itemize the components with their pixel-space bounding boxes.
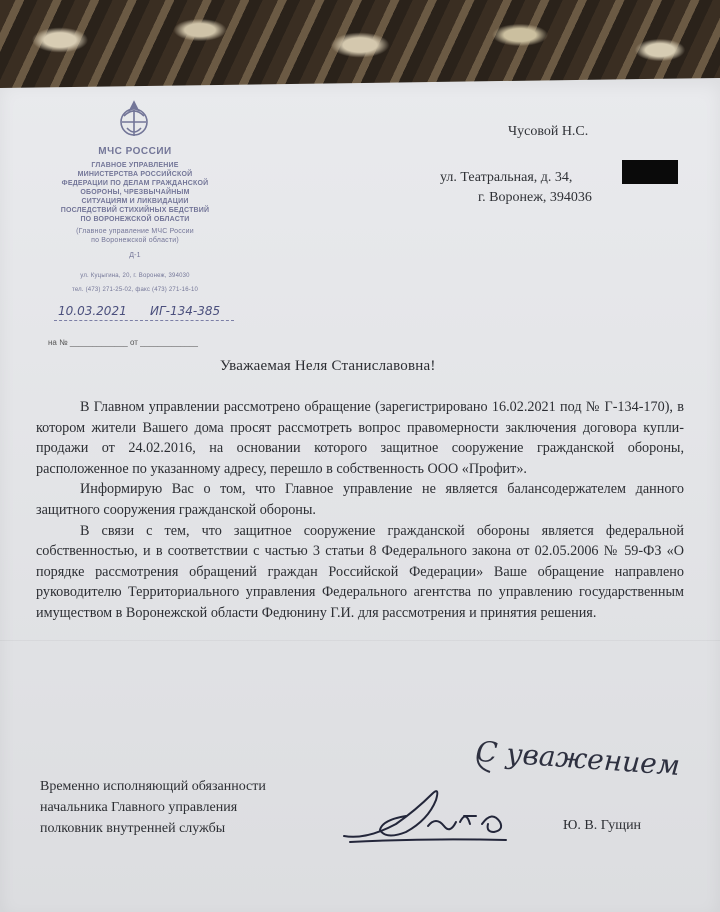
addressee-name: Чусовой Н.С.: [508, 124, 589, 139]
reference-line: на № _____________ от _____________: [48, 338, 198, 347]
body-paragraph: В Главном управлении рассмотрено обращение (зарегистрировано 16.02.2021 под № Г-134-170), в котором жители Вашего дома просят рассмотреть вопрос правомерности заключения договора купли-продажи от 24.02.2016, на основании которого защитное сооружение гражданской обороны, расположенное по указанному адресу, перешло в собственность ООО «Профит».: [36, 399, 684, 477]
body-paragraph: Информирую Вас о том, что Главное управление не является балансодержателем данного защитного сооружения гражданской обороны.: [36, 481, 684, 518]
letter-body: [36, 397, 684, 624]
paper-fold: [0, 640, 720, 641]
registration-date: 10.03.2021: [58, 304, 127, 318]
stamp-line: МИНИСТЕРСТВА РОССИЙСКОЙ: [77, 171, 193, 178]
signer-name: Ю. В. Гущин: [563, 818, 642, 833]
stamp-title: МЧС РОССИИ: [98, 146, 172, 157]
body-paragraph: В связи с тем, что защитное сооружение гражданской обороны является федеральной собственностью, и в соответствии с частью 3 статьи 8 Федерального закона от 02.05.2006 № 59-ФЗ «О порядке рассмотрения обращений граждан Российской Федерации» Ваше обращение направлено руководителю Территориального управления Федерального агентства по управлению государственным имуществом в Воронежской области Федюнину Г.И. для рассмотрения и принятия решения.: [36, 522, 684, 621]
stamp-line: ПОСЛЕДСТВИЙ СТИХИЙНЫХ БЕДСТВИЙ: [60, 207, 210, 214]
registration-number: ИГ-134-385: [150, 304, 221, 318]
stamp-phones: тел. (473) 271-25-02, факс (473) 271-16-10: [71, 287, 199, 293]
signature-block: [40, 776, 266, 839]
stamp-line: ГЛАВНОЕ УПРАВЛЕНИЕ: [91, 162, 179, 169]
mchs-emblem-icon: [112, 96, 156, 146]
stamp-line: ФЕДЕРАЦИИ ПО ДЕЛАМ ГРАЖДАНСКОЙ: [61, 180, 209, 187]
handwritten-note: [470, 728, 690, 788]
signer-position-line: полковник внутренней службы: [40, 821, 226, 836]
stamp-number-mark: Д-1: [129, 252, 141, 259]
redaction-block: [622, 160, 678, 184]
registration-entry: [54, 300, 244, 322]
stamp-address: ул. Куцыгина, 20, г. Воронеж, 394030: [80, 273, 190, 279]
stamp-line: ПО ВОРОНЕЖСКОЙ ОБЛАСТИ: [80, 216, 190, 223]
signer-position-line: Временно исполняющий обязанности: [40, 779, 266, 794]
stamp-line: ОБОРОНЫ, ЧРЕЗВЫЧАЙНЫМ: [80, 189, 190, 196]
addressee-city: г. Воронеж, 394036: [478, 190, 592, 205]
handwritten-signature: [336, 780, 546, 850]
stamp-line: (Главное управление МЧС России: [76, 228, 194, 235]
stamp-line: СИТУАЦИЯМ И ЛИКВИДАЦИИ: [81, 198, 189, 205]
stamp-line: по Воронежской области): [91, 237, 179, 244]
handwritten-note-text: С уважением: [475, 734, 682, 782]
salutation: Уважаемая Неля Станиславовна!: [220, 358, 436, 374]
addressee-street: ул. Театральная, д. 34,: [440, 170, 573, 185]
signer-position-line: начальника Главного управления: [40, 800, 238, 815]
